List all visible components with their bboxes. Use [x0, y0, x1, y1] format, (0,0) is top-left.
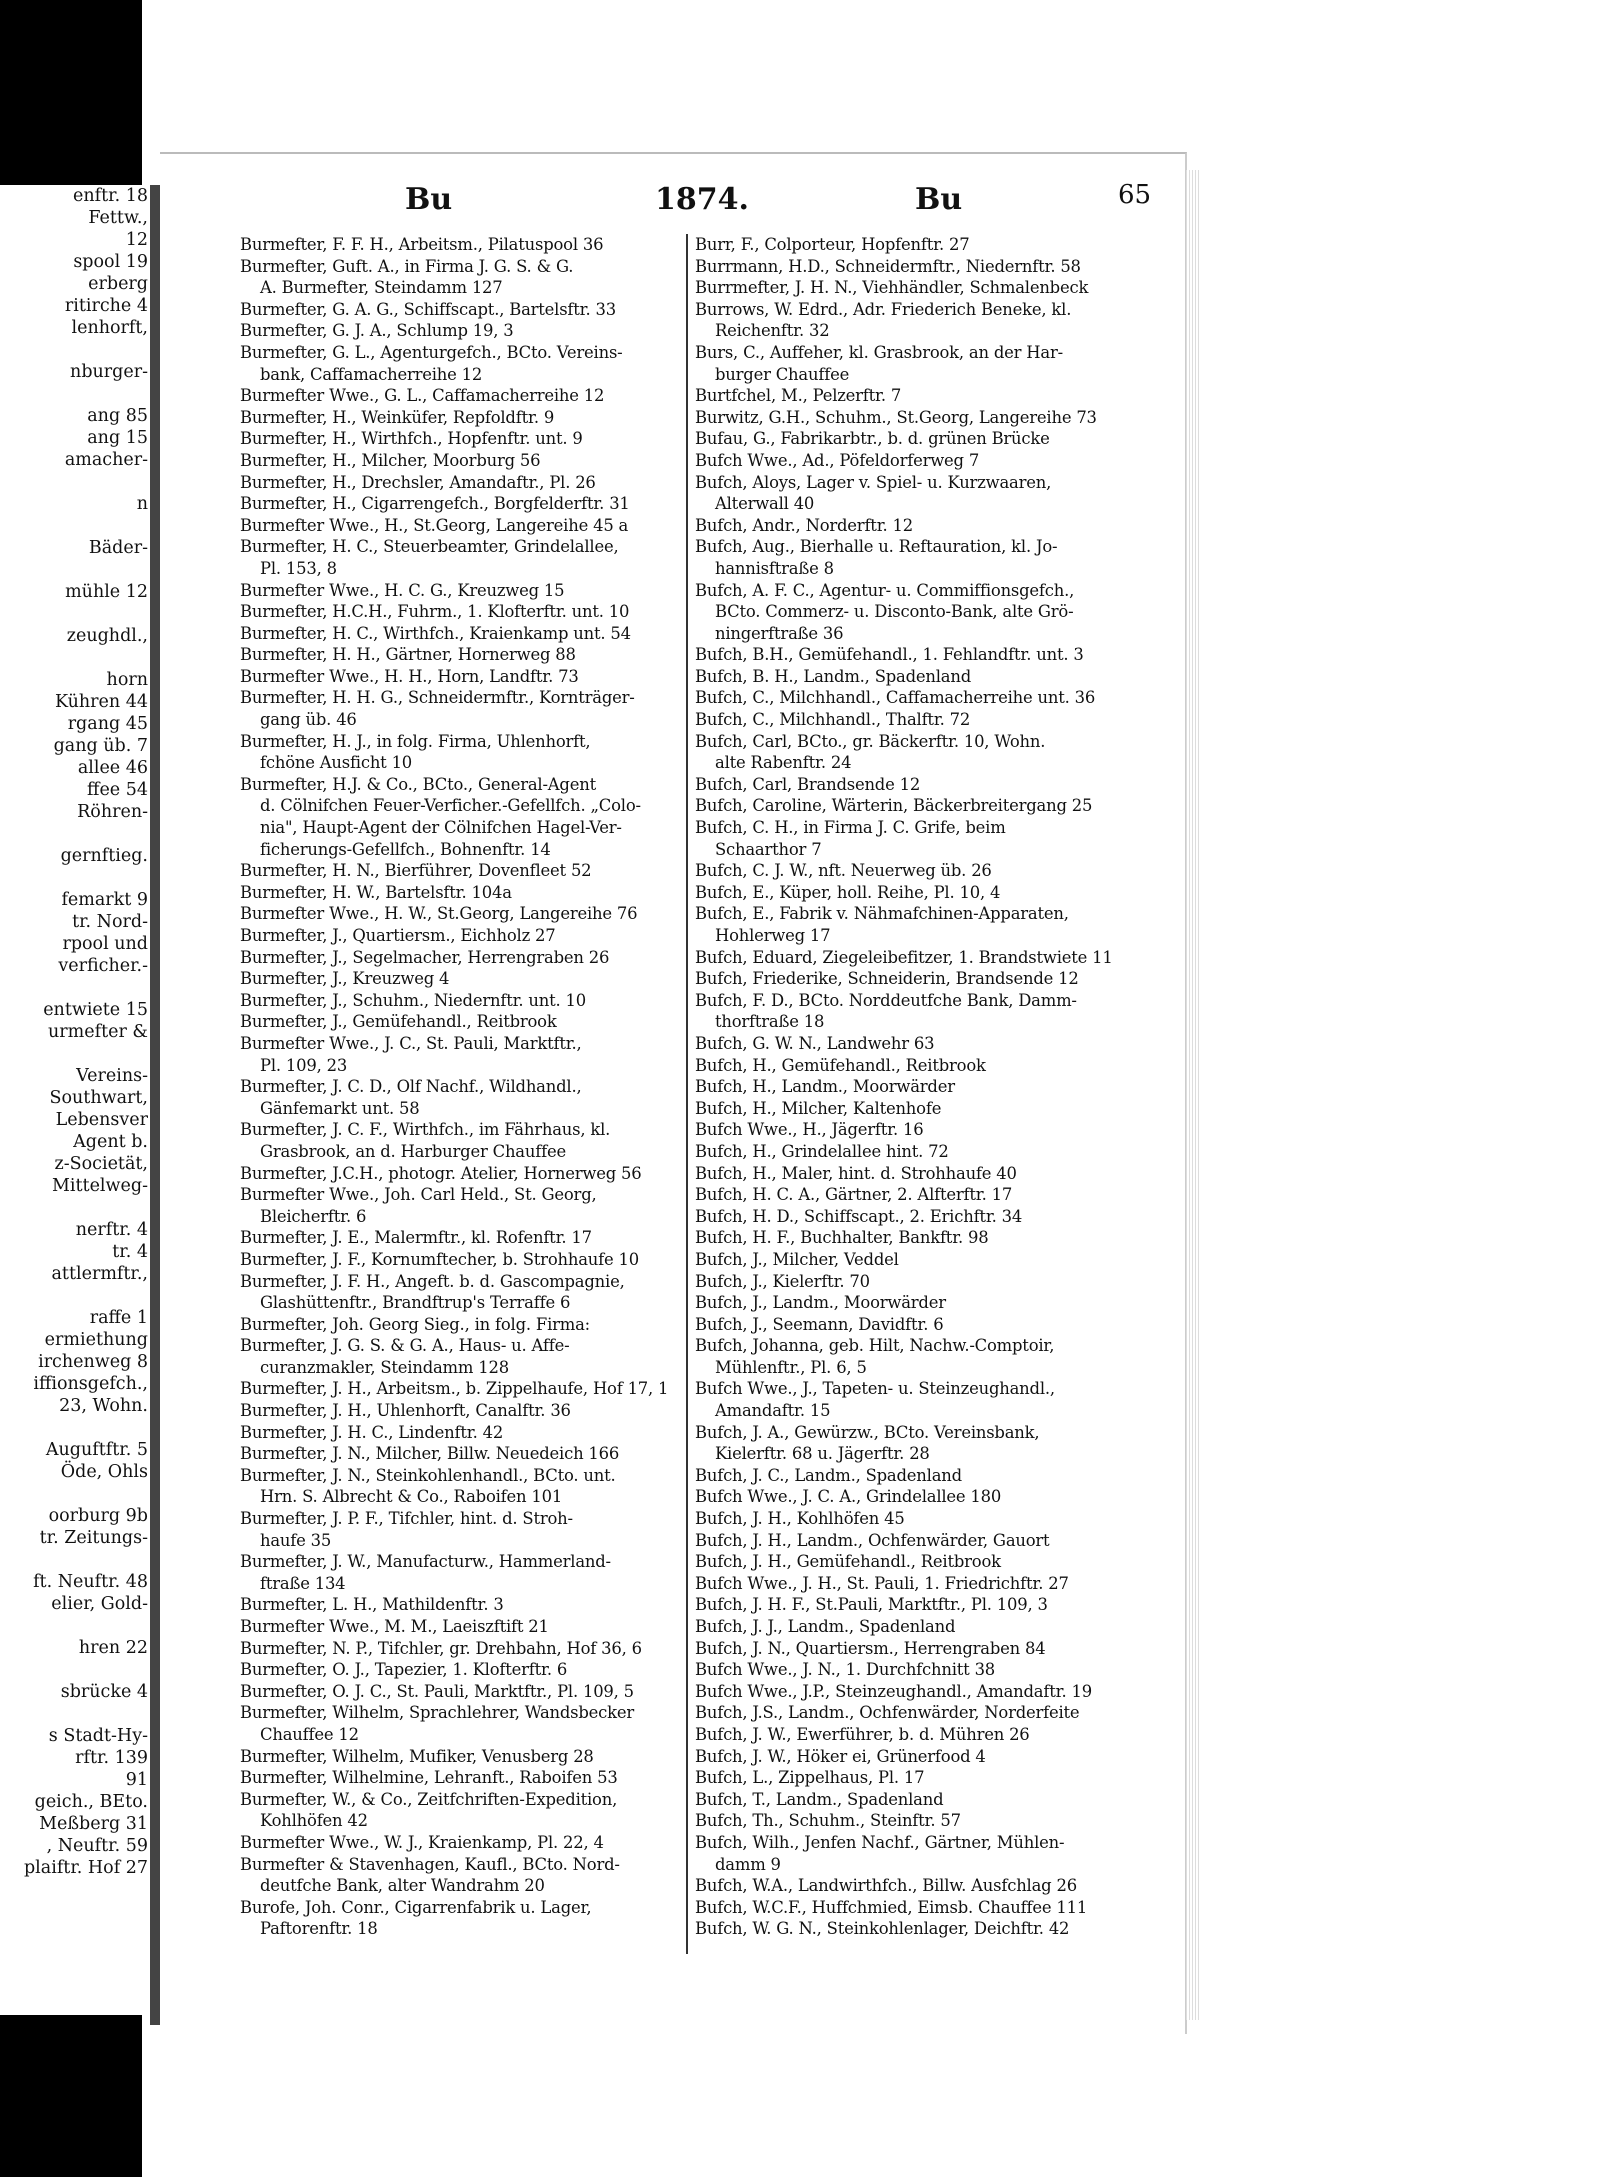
- directory-entry: Schaarthor 7: [715, 839, 822, 859]
- directory-entry: Bufch, J., Kielerftr. 70: [695, 1271, 870, 1291]
- prev-page-line: Vereins-: [76, 1066, 148, 1086]
- directory-entry: Burs, C., Auffeher, kl. Grasbrook, an der Har-: [695, 342, 1063, 362]
- directory-entry: Bufch, J. H. F., St.Pauli, Marktftr., Pl. 109, 3: [695, 1595, 1048, 1615]
- prev-page-line: [0, 603, 152, 625]
- directory-entry: Burmefter, H., Cigarrengefch., Borgfelderftr. 31: [240, 494, 630, 514]
- directory-entry: Bufch, Eduard, Ziegeleibefitzer, 1. Brandstwiete 11: [695, 947, 1113, 967]
- prev-page-line: femarkt 9: [61, 890, 148, 910]
- directory-entry: Burmefter, Wilhelm, Mufiker, Venusberg 28: [240, 1746, 594, 1766]
- directory-entry: Burmefter, F. F. H., Arbeitsm., Pilatuspool 36: [240, 235, 604, 254]
- prev-page-line: [0, 471, 152, 493]
- prev-page-line: rftr. 139: [75, 1748, 148, 1768]
- directory-entry: Bufch, B. H., Landm., Spadenland: [695, 666, 971, 686]
- directory-entry: Bufch, Carl, BCto., gr. Bäckerftr. 10, Wohn.: [695, 731, 1046, 751]
- directory-entry: Bufch, Andr., Norderftr. 12: [695, 515, 914, 535]
- prev-page-line: 91: [125, 1770, 148, 1790]
- prev-page-line: [0, 1659, 152, 1681]
- directory-entry: hannisftraße 8: [715, 558, 834, 578]
- directory-entry: Pl. 153, 8: [260, 558, 337, 578]
- directory-entry: Gänfemarkt unt. 58: [260, 1098, 420, 1118]
- prev-page-line: 23, Wohn.: [59, 1396, 148, 1416]
- directory-entry: bank, Caffamacherreihe 12: [260, 364, 483, 384]
- directory-entry: Bleicherftr. 6: [260, 1206, 367, 1226]
- prev-page-line: tr. Zeitungs-: [39, 1528, 148, 1548]
- directory-entry: Bufch, Caroline, Wärterin, Bäckerbreitergang 25: [695, 796, 1093, 816]
- directory-entry: Bufch, J. C., Landm., Spadenland: [695, 1465, 962, 1485]
- prev-page-line: [0, 1417, 152, 1439]
- directory-entry: burger Chauffee: [715, 364, 850, 384]
- prev-page-line: ang 15: [87, 428, 148, 448]
- directory-entry: Bufch, J. J., Landm., Spadenland: [695, 1617, 956, 1636]
- prev-page-line: [0, 1483, 152, 1505]
- prev-page-line: elier, Gold-: [51, 1594, 148, 1614]
- directory-entry: Kielerftr. 68 u. Jägerftr. 28: [715, 1444, 930, 1464]
- directory-entry: Bufch Wwe., J., Tapeten- u. Steinzeughandl.,: [695, 1379, 1055, 1399]
- directory-entry: Burmefter, J. C. F., Wirthfch., im Fährhaus, kl.: [240, 1120, 611, 1140]
- directory-entry: Burmefter, J., Gemüfehandl., Reitbrook: [240, 1012, 557, 1032]
- prev-page-line: urmefter &: [48, 1022, 148, 1042]
- directory-entry: Bufch, J. H., Landm., Ochfenwärder, Gauort: [695, 1530, 1050, 1550]
- directory-entry: Bufch, Aloys, Lager v. Spiel- u. Kurzwaaren,: [695, 472, 1052, 492]
- directory-entry: Bufau, G., Fabrikarbtr., b. d. grünen Brücke: [695, 429, 1050, 449]
- directory-entry: nia", Haupt-Agent der Cölnifchen Hagel-Ver-: [260, 818, 622, 838]
- directory-entry: Burmefter, O. J. C., St. Pauli, Marktftr., Pl. 109, 5: [240, 1681, 634, 1701]
- directory-entry: Bufch, H. F., Buchhalter, Bankftr. 98: [695, 1228, 989, 1248]
- directory-entry: Paftorenftr. 18: [260, 1919, 378, 1939]
- directory-entry: Bufch, W.A., Landwirthfch., Billw. Ausfchlag 26: [695, 1876, 1077, 1896]
- directory-entry: Burmefter, J. C. D., Olf Nachf., Wildhandl.,: [240, 1077, 582, 1097]
- directory-entry: Burmefter, J., Segelmacher, Herrengraben 26: [240, 947, 610, 967]
- directory-entry: Burmefter, N. P., Tifchler, gr. Drehbahn, Hof 36, 6: [240, 1638, 642, 1658]
- prev-page-line: Kühren 44: [54, 692, 148, 712]
- prev-page-line: s Stadt-Hy-: [48, 1726, 148, 1746]
- prev-page-line: Southwart,: [49, 1088, 148, 1108]
- prev-page-line: n: [136, 494, 148, 514]
- directory-entry: Burr, F., Colporteur, Hopfenftr. 27: [695, 235, 970, 254]
- prev-page-line: [0, 1285, 152, 1307]
- directory-entry: Bufch, C. J. W., nft. Neuerweg üb. 26: [695, 861, 992, 881]
- prev-page-line: 12: [125, 230, 148, 250]
- prev-page-line: Bäder-: [88, 538, 148, 558]
- directory-entry: fchöne Ausficht 10: [260, 753, 413, 773]
- prev-page-line: plaiftr. Hof 27: [23, 1858, 148, 1878]
- previous-page-fragment: [0, 185, 155, 2015]
- prev-page-line: [0, 867, 152, 889]
- prev-page-line: ang 85: [87, 406, 148, 426]
- prev-page-line: Fettw.,: [88, 208, 148, 228]
- directory-entry: Bufch, J., Landm., Moorwärder: [695, 1293, 946, 1313]
- directory-entry: Bufch, B.H., Gemüfehandl., 1. Fehlandftr. unt. 3: [695, 645, 1084, 665]
- prev-page-line: irchenweg 8: [38, 1352, 148, 1372]
- directory-entry: Bufch, L., Zippelhaus, Pl. 17: [695, 1768, 925, 1788]
- directory-entry: thorftraße 18: [715, 1012, 825, 1032]
- directory-entry: haufe 35: [260, 1530, 332, 1550]
- directory-entry: Bufch, J., Seemann, Davidftr. 6: [695, 1314, 944, 1334]
- prev-page-line: Röhren-: [77, 802, 148, 822]
- directory-entry: Burmefter, J., Kreuzweg 4: [240, 969, 450, 989]
- prev-page-line: tr. 4: [112, 1242, 148, 1262]
- directory-entry: Burrows, W. Edrd., Adr. Friederich Beneke, kl.: [695, 299, 1072, 319]
- directory-entry: Bufch, J. H., Kohlhöfen 45: [695, 1509, 905, 1529]
- directory-entry: Burmefter, H. C., Steuerbeamter, Grindelallee,: [240, 537, 619, 557]
- directory-entry: Burmefter, H. C., Wirthfch., Kraienkamp unt. 54: [240, 623, 631, 643]
- prev-page-line: rgang 45: [67, 714, 148, 734]
- directory-entry: Burmefter Wwe., H. W., St.Georg, Langereihe 76: [240, 904, 638, 924]
- prev-page-line: , Neuftr. 59: [46, 1836, 148, 1856]
- directory-entry: Bufch, Johanna, geb. Hilt, Nachw.-Comptoir,: [695, 1336, 1055, 1356]
- directory-entry: Burmefter, J. H., Uhlenhorft, Canalftr. 36: [240, 1401, 571, 1421]
- directory-entry: Burmefter, Wilhelmine, Lehranft., Raboifen 53: [240, 1768, 618, 1788]
- prev-page-line: ft. Neuftr. 48: [33, 1572, 148, 1592]
- prev-page-line: [0, 977, 152, 999]
- directory-entry: Bufch, E., Fabrik v. Nähmafchinen-Apparaten,: [695, 904, 1069, 924]
- directory-entry: ningerftraße 36: [715, 623, 844, 643]
- directory-entry: Burmefter, J., Schuhm., Niedernftr. unt. 10: [240, 990, 587, 1010]
- directory-entry: Bufch, Friederike, Schneiderin, Brandsende 12: [695, 969, 1079, 989]
- directory-entry: deutfche Bank, alter Wandrahm 20: [260, 1876, 545, 1896]
- directory-entry: Mühlenftr., Pl. 6, 5: [715, 1357, 867, 1377]
- directory-entry: Bufch, H., Milcher, Kaltenhofe: [695, 1098, 942, 1118]
- prev-page-line: [0, 1703, 152, 1725]
- directory-entry: Bufch Wwe., J.P., Steinzeughandl., Amandaftr. 19: [695, 1681, 1092, 1701]
- directory-entry: Burrmefter, J. H. N., Viehhändler, Schmalenbeck: [695, 278, 1089, 298]
- prev-page-line: [0, 339, 152, 361]
- directory-entry: damm 9: [715, 1854, 781, 1874]
- directory-entry: Kohlhöfen 42: [260, 1811, 368, 1831]
- prev-page-line: Mittelweg-: [52, 1176, 148, 1196]
- directory-entry: Bufch, J. W., Ewerführer, b. d. Mühren 26: [695, 1724, 1030, 1744]
- prev-page-line: [0, 823, 152, 845]
- prev-page-line: iffionsgefch.,: [33, 1374, 148, 1394]
- directory-entry: ftraße 134: [260, 1573, 346, 1593]
- directory-entry: Bufch Wwe., J. C. A., Grindelallee 180: [695, 1487, 1002, 1507]
- prev-page-line: entwiete 15: [43, 1000, 148, 1020]
- directory-entry: d. Cölnifchen Feuer-Verficher.-Gefellfch. „Colo-: [260, 796, 641, 816]
- directory-entry: Bufch Wwe., J. H., St. Pauli, 1. Friedrichftr. 27: [695, 1573, 1069, 1593]
- directory-entry: Burmefter, H., Milcher, Moorburg 56: [240, 450, 541, 470]
- directory-entry: Burmefter, Joh. Georg Sieg., in folg. Firma:: [240, 1314, 590, 1334]
- directory-entry: Burtfchel, M., Pelzerftr. 7: [695, 386, 902, 406]
- directory-entry: Burmefter, J. P. F., Tifchler, hint. d. Stroh-: [240, 1509, 573, 1529]
- prev-page-line: gernftieg.: [60, 846, 148, 866]
- directory-entry: Glashüttenftr., Brandftrup's Terraffe 6: [260, 1293, 571, 1313]
- prev-page-line: verficher.-: [58, 956, 148, 976]
- directory-entry: Burmefter, J., Quartiersm., Eichholz 27: [240, 926, 556, 945]
- directory-entry: Bufch, H. D., Schiffscapt., 2. Erichftr. 34: [695, 1206, 1023, 1226]
- prev-page-line: amacher-: [64, 450, 148, 470]
- directory-entry: Burmefter, H., Weinküfer, Repfoldftr. 9: [240, 407, 555, 427]
- prev-page-line: horn: [106, 670, 148, 690]
- header-right-index: Bu: [915, 182, 963, 217]
- directory-entry: Bufch, H., Grindelallee hint. 72: [695, 1141, 949, 1161]
- directory-entry: Burmefter, J. H., Arbeitsm., b. Zippelhaufe, Hof 17, 1: [240, 1379, 669, 1399]
- directory-entry: Burmefter, H.C.H., Fuhrm., 1. Klofterftr. unt. 10: [240, 602, 630, 622]
- prev-page-line: ritirche 4: [64, 296, 148, 316]
- prev-page-line: Auguftftr. 5: [45, 1440, 148, 1460]
- directory-entry: Burmefter, J.C.H., photogr. Atelier, Hornerweg 56: [240, 1163, 642, 1183]
- prev-page-line: Öde, Ohls: [60, 1462, 148, 1482]
- prev-page-line: [0, 1043, 152, 1065]
- directory-entry: Bufch, J. A., Gewürzw., BCto. Vereinsbank,: [695, 1422, 1040, 1442]
- prev-page-line: zeughdl.,: [66, 626, 148, 646]
- prev-page-line: nerftr. 4: [75, 1220, 148, 1240]
- directory-entry: Burmefter & Stavenhagen, Kaufl., BCto. Nord-: [240, 1854, 620, 1874]
- directory-entry: Bufch, C., Milchhandl., Caffamacherreihe unt. 36: [695, 688, 1096, 708]
- directory-entry: Burmefter, L. H., Mathildenftr. 3: [240, 1595, 504, 1615]
- directory-entry: Burmefter, Wilhelm, Sprachlehrer, Wandsbecker: [240, 1703, 635, 1723]
- page-number: 65: [1118, 180, 1152, 210]
- header-left-index: Bu: [405, 182, 453, 217]
- directory-entry: Burmefter, H. J., in folg. Firma, Uhlenhorft,: [240, 731, 591, 751]
- right-column: [695, 234, 1165, 1940]
- prev-page-line: gang üb. 7: [53, 736, 148, 756]
- left-column: [240, 234, 690, 1940]
- directory-entry: Burmefter, H. H., Gärtner, Hornerweg 88: [240, 645, 576, 665]
- prev-page-line: Lebensver: [55, 1110, 148, 1130]
- prev-page-line: [0, 383, 152, 405]
- directory-entry: Burmefter, O. J., Tapezier, 1. Klofterftr. 6: [240, 1660, 568, 1680]
- prev-page-line: ffee 54: [87, 780, 148, 800]
- directory-entry: Bufch, J. H., Gemüfehandl., Reitbrook: [695, 1552, 1001, 1572]
- book-gutter: [150, 185, 160, 2025]
- directory-entry: Burmefter Wwe., J. C., St. Pauli, Marktftr.,: [240, 1033, 582, 1053]
- prev-page-line: lenhorft,: [71, 318, 148, 338]
- directory-entry: alte Rabenftr. 24: [715, 753, 852, 773]
- prev-page-line: [0, 1197, 152, 1219]
- directory-entry: curanzmakler, Steindamm 128: [260, 1357, 509, 1377]
- prev-page-line: [0, 559, 152, 581]
- directory-entry: Burmefter, W., & Co., Zeitfchriften-Expedition,: [240, 1789, 618, 1809]
- directory-entry: Burmefter Wwe., H. H., Horn, Landftr. 73: [240, 666, 579, 686]
- directory-entry: BCto. Commerz- u. Disconto-Bank, alte Grö-: [715, 602, 1074, 622]
- prev-page-line: [0, 647, 152, 669]
- directory-entry: Burmefter, G. L., Agenturgefch., BCto. Vereins-: [240, 342, 623, 362]
- directory-entry: Burmefter, J. G. S. & G. A., Haus- u. Affe-: [240, 1336, 570, 1356]
- column-divider: [686, 234, 688, 1954]
- prev-page-line: geich., BEto.: [34, 1792, 148, 1812]
- prev-page-line: rpool und: [62, 934, 148, 954]
- prev-page-line: z-Societät,: [54, 1154, 148, 1174]
- prev-page-line: spool 19: [73, 252, 148, 272]
- directory-entry: Burmefter, G. A. G., Schiffscapt., Bartelsftr. 33: [240, 299, 616, 319]
- directory-page: [160, 152, 1187, 2034]
- directory-entry: Alterwall 40: [715, 494, 815, 514]
- directory-entry: Burmefter Wwe., H., St.Georg, Langereihe 45 a: [240, 515, 629, 535]
- prev-page-line: enftr. 18: [73, 186, 148, 206]
- directory-entry: Burrmann, H.D., Schneidermftr., Niedernftr. 58: [695, 256, 1081, 276]
- directory-entry: Burmefter, J. E., Malermftr., kl. Rofenftr. 17: [240, 1228, 592, 1248]
- directory-entry: Bufch, H. C. A., Gärtner, 2. Alfterftr. 17: [695, 1185, 1013, 1205]
- directory-entry: Bufch, F. D., BCto. Norddeutfche Bank, Damm-: [695, 990, 1077, 1010]
- page-edge: [1186, 170, 1200, 2020]
- prev-page-line: erberg: [88, 274, 148, 294]
- directory-entry: gang üb. 46: [260, 710, 357, 730]
- directory-entry: Pl. 109, 23: [260, 1055, 348, 1075]
- prev-page-line: ermiethung: [44, 1330, 148, 1350]
- directory-entry: Burmefter, Guft. A., in Firma J. G. S. & G.: [240, 256, 574, 276]
- directory-entry: Bufch, J., Milcher, Veddel: [695, 1249, 899, 1269]
- directory-entry: Burmefter Wwe., H. C. G., Kreuzweg 15: [240, 580, 565, 600]
- prev-page-line: Meßberg 31: [39, 1814, 148, 1834]
- directory-entry: Bufch, J.S., Landm., Ochfenwärder, Norderfeite: [695, 1703, 1080, 1723]
- directory-entry: Burmefter Wwe., G. L., Caffamacherreihe 12: [240, 386, 605, 406]
- directory-entry: Chauffee 12: [260, 1724, 359, 1744]
- directory-entry: Burmefter, J. H. C., Lindenftr. 42: [240, 1422, 504, 1442]
- directory-entry: Bufch, W.C.F., Huffchmied, Eimsb. Chauffee 111: [695, 1897, 1088, 1917]
- directory-entry: A. Burmefter, Steindamm 127: [260, 278, 503, 298]
- directory-entry: Bufch, J. W., Höker ei, Grünerfood 4: [695, 1746, 986, 1766]
- directory-entry: Hohlerweg 17: [715, 926, 831, 945]
- directory-entry: Bufch, H., Maler, hint. d. Strohhaufe 40: [695, 1163, 1017, 1183]
- prev-page-line: [0, 1615, 152, 1637]
- page-header: [160, 182, 1185, 222]
- prev-page-line: tr. Nord-: [72, 912, 148, 932]
- prev-page-line: Agent b.: [73, 1132, 148, 1152]
- directory-entry: Bufch, Th., Schuhm., Steinftr. 57: [695, 1811, 961, 1831]
- directory-entry: Bufch, H., Landm., Moorwärder: [695, 1077, 955, 1097]
- directory-entry: Burmefter, H., Wirthfch., Hopfenftr. unt. 9: [240, 429, 583, 449]
- directory-entry: Burmefter, H. N., Bierführer, Dovenfleet 52: [240, 861, 592, 881]
- directory-entry: Burmefter, J. N., Milcher, Billw. Neuedeich 166: [240, 1444, 620, 1464]
- directory-entry: Burmefter, J. N., Steinkohlenhandl., BCto. unt.: [240, 1465, 616, 1485]
- directory-entry: ficherungs-Gefellfch., Bohnenftr. 14: [260, 839, 551, 859]
- prev-page-line: raffe 1: [89, 1308, 148, 1328]
- directory-entry: Bufch, A. F. C., Agentur- u. Commiffionsgefch.,: [695, 580, 1075, 600]
- directory-entry: Bufch, W. G. N., Steinkohlenlager, Deichftr. 42: [695, 1919, 1070, 1939]
- directory-entry: Burmefter Wwe., W. J., Kraienkamp, Pl. 22, 4: [240, 1832, 604, 1852]
- directory-entry: Burmefter Wwe., Joh. Carl Held., St. Georg,: [240, 1185, 597, 1205]
- directory-entry: Bufch, T., Landm., Spadenland: [695, 1789, 944, 1809]
- directory-entry: Bufch, Aug., Bierhalle u. Reftauration, kl. Jo-: [695, 537, 1058, 557]
- directory-entry: Bufch, Wilh., Jenfen Nachf., Gärtner, Mühlen-: [695, 1832, 1065, 1852]
- directory-entry: Bufch, G. W. N., Landwehr 63: [695, 1033, 935, 1053]
- directory-entry: Burmefter, H.J. & Co., BCto., General-Agent: [240, 774, 596, 794]
- prev-page-line: allee 46: [77, 758, 148, 778]
- directory-entry: Amandaftr. 15: [715, 1401, 831, 1421]
- directory-entry: Burmefter, H. H. G., Schneidermftr., Kornträger-: [240, 688, 635, 708]
- directory-entry: Burmefter, J. F. H., Angeft. b. d. Gascompagnie,: [240, 1271, 625, 1291]
- directory-entry: Bufch, J. N., Quartiersm., Herrengraben 84: [695, 1638, 1046, 1658]
- directory-entry: Grasbrook, an d. Harburger Chauffee: [260, 1141, 566, 1161]
- directory-entry: Bufch Wwe., Ad., Pöfeldorferweg 7: [695, 450, 980, 470]
- prev-page-line: attlermftr.,: [51, 1264, 148, 1284]
- directory-entry: Burofe, Joh. Conr., Cigarrenfabrik u. Lager,: [240, 1897, 592, 1917]
- directory-entry: Burmefter, H., Drechsler, Amandaftr., Pl. 26: [240, 472, 596, 492]
- prev-page-line: mühle 12: [65, 582, 148, 602]
- directory-entry: Burmefter, H. W., Bartelsftr. 104a: [240, 882, 512, 902]
- directory-entry: Burmefter, J. F., Kornumftecher, b. Strohhaufe 10: [240, 1249, 639, 1269]
- prev-page-line: oorburg 9b: [48, 1506, 148, 1526]
- directory-entry: Burwitz, G.H., Schuhm., St.Georg, Langereihe 73: [695, 407, 1097, 427]
- directory-entry: Burmefter Wwe., M. M., Laeiszftift 21: [240, 1617, 549, 1636]
- directory-entry: Burmefter, G. J. A., Schlump 19, 3: [240, 321, 514, 341]
- prev-page-line: hren 22: [78, 1638, 148, 1658]
- prev-page-line: [0, 515, 152, 537]
- directory-entry: Bufch, E., Küper, holl. Reihe, Pl. 10, 4: [695, 882, 1001, 902]
- directory-entry: Bufch, C. H., in Firma J. C. Grife, beim: [695, 818, 1006, 838]
- directory-entry: Reichenftr. 32: [715, 321, 830, 341]
- directory-entry: Bufch Wwe., J. N., 1. Durchfchnitt 38: [695, 1660, 996, 1680]
- prev-page-line: nburger-: [70, 362, 148, 382]
- directory-entry: Bufch, Carl, Brandsende 12: [695, 774, 921, 794]
- directory-entry: Bufch, C., Milchhandl., Thalftr. 72: [695, 710, 971, 730]
- directory-entry: Hrn. S. Albrecht & Co., Raboifen 101: [260, 1487, 563, 1507]
- header-year: 1874.: [655, 182, 749, 217]
- directory-entry: Burmefter, J. W., Manufacturw., Hammerland-: [240, 1552, 611, 1572]
- directory-entry: Bufch Wwe., H., Jägerftr. 16: [695, 1120, 924, 1140]
- directory-entry: Bufch, H., Gemüfehandl., Reitbrook: [695, 1055, 986, 1075]
- prev-page-line: sbrücke 4: [60, 1682, 148, 1702]
- prev-page-line: [0, 1549, 152, 1571]
